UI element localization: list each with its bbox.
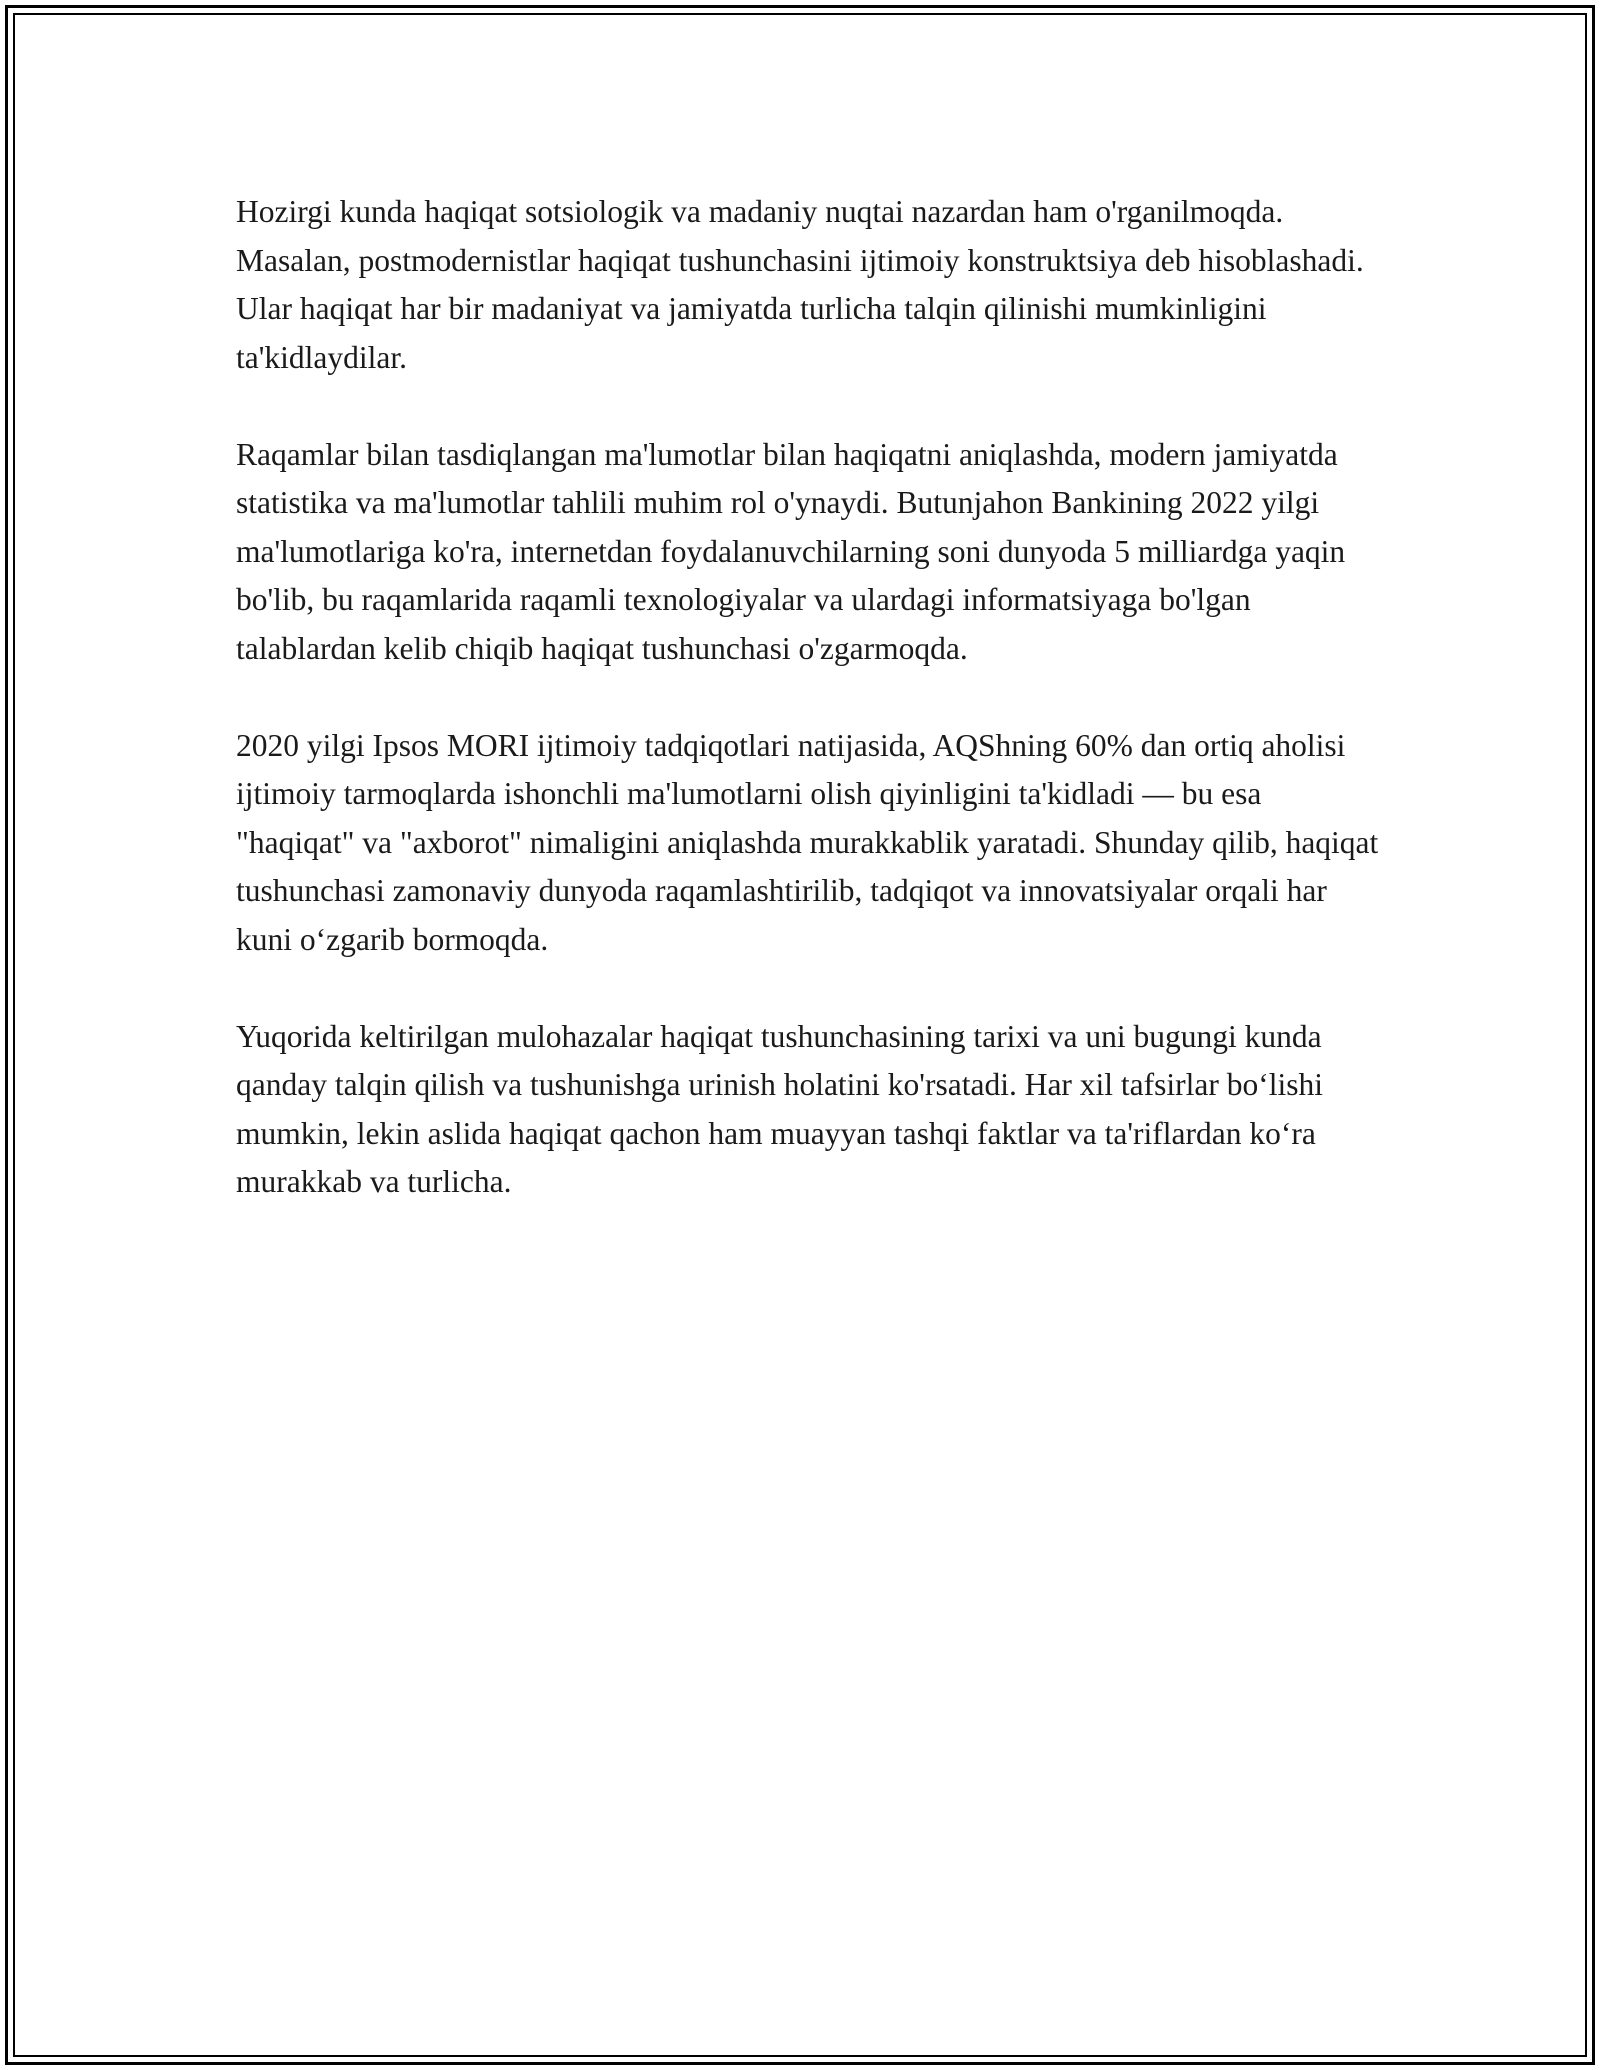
paragraph-conclusion: Yuqorida keltirilgan mulohazalar haqiqat tushunchasining tarixi va uni bugungi kunda qanday talqin qilish va tushunishga urinish holatini ko'rsatadi. Har xil tafsirlar bo‘lishi mumkin, lekin aslida haqiqat qachon ham muayyan tashqi faktlar va ta'riflardan ko‘ra murakkab va turlicha. [236,1018,1323,1199]
paragraph-postmodern-truth: Hozirgi kunda haqiqat sotsiologik va madaniy nuqtai nazardan ham o'rganilmoqda. Masalan, postmodernistlar haqiqat tushunchasini ijtimoiy konstruktsiya deb hisoblashadi. Ular haqiqat har bir madaniyat va jamiyatda turlicha talqin qilinishi mumkinligini ta'kidlaydilar. [236,194,1364,375]
document-body [236,188,1386,1255]
paragraph-ipsos-survey: 2020 yilgi Ipsos MORI ijtimoiy tadqiqotlari natijasida, AQShning 60% dan ortiq aholisi ijtimoiy tarmoqlarda ishonchli ma'lumotlarni olish qiyinligini ta'kidladi — bu esa "haqiqat" va "axborot" nimaligini aniqlashda murakkablik yaratadi. Shunday qilib, haqiqat tushunchasi zamonaviy dunyoda raqamlashtirilib, tadqiqot va innovatsiyalar orqali har kuni o‘zgarib bormoqda. [236,727,1379,957]
paragraph-statistics: Raqamlar bilan tasdiqlangan ma'lumotlar bilan haqiqatni aniqlashda, modern jamiyatda statistika va ma'lumotlar tahlili muhim rol o'ynaydi. Butunjahon Bankining 2022 yilgi ma'lumotlariga ko'ra, internetdan foydalanuvchilarning soni dunyoda 5 milliardga yaqin bo'lib, bu raqamlarida raqamli texnologiyalar va ulardagi informatsiyaga bo'lgan talablardan kelib chiqib haqiqat tushunchasi o'zgarmoqda. [236,436,1346,666]
